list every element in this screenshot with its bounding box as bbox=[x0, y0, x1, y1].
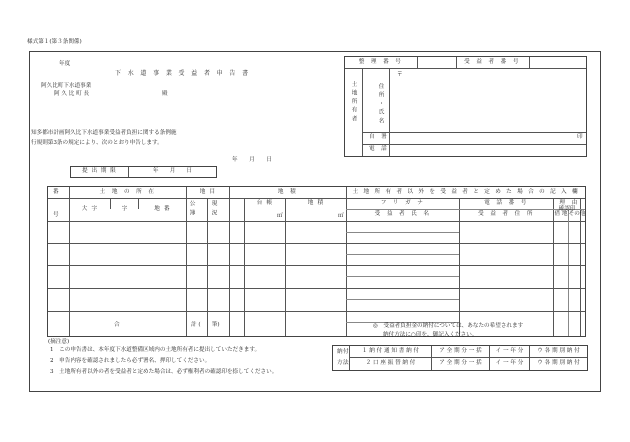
aza-head: 字 bbox=[121, 205, 128, 212]
pay-row1-year[interactable]: イ 一 年 分 bbox=[495, 347, 524, 354]
honorific: 殿 bbox=[162, 91, 168, 97]
pay-row2-year[interactable]: イ 一 年 分 bbox=[495, 360, 524, 367]
seal-label: 自 署 bbox=[369, 134, 390, 140]
furigana-head: フ リ ガ ナ bbox=[380, 199, 426, 206]
intro-line1: 知多都市計画阿久比下水道事業受益者負担に関する条例施 bbox=[31, 130, 177, 136]
col-number-head2: 号 bbox=[53, 212, 59, 218]
owner-section-head: 土 地 所 有 者 以 外 を 受 益 者 と 定 め た 場 合 の 記 入 欄 bbox=[352, 188, 580, 195]
jueki-address-head: 受 益 者 住 所 bbox=[478, 211, 535, 218]
lease-head: 借 地 bbox=[554, 211, 568, 218]
intro-line2: 行規則第3条の規定により、次のとおり申告します。 bbox=[31, 140, 163, 146]
payment-table bbox=[332, 345, 588, 371]
pay-row2-method[interactable]: ２ 口 座 振 替 納 付 bbox=[365, 360, 416, 367]
addressee-line1: 阿久比町下水道事業 bbox=[41, 83, 92, 89]
fiscal-year-label: 年度 bbox=[59, 61, 71, 67]
form-label: 様式第１(第３条関係) bbox=[27, 39, 82, 45]
notes-title: (摘注意) bbox=[48, 339, 70, 345]
unit-m2-2: ㎡ bbox=[338, 213, 344, 219]
menseki-head: 地 積 bbox=[277, 188, 299, 195]
form-title: 下 水 道 事 業 受 益 者 申 告 書 bbox=[115, 70, 251, 77]
seiri-label: 整 理 番 号 bbox=[358, 58, 404, 65]
pay-label-2: 付 bbox=[343, 349, 349, 355]
note-2: 2 申告内容を確認されましたら必ず署名、押印してください。 bbox=[50, 358, 211, 364]
deadline-box bbox=[70, 166, 217, 178]
pay-label-4: 法 bbox=[343, 360, 349, 366]
chimoku-head: 地 目 bbox=[199, 188, 217, 195]
notice-line2: 納付方法に○印を、御記入ください。 bbox=[383, 332, 478, 338]
address-label: 住所・氏名 bbox=[377, 83, 384, 126]
pay-row2-period[interactable]: ウ 各 期 別 納 付 bbox=[537, 360, 580, 367]
applicant-block bbox=[344, 56, 587, 157]
note-1: 1 この申告書は、本年度下水道整備区域内の土地所有者に提出していただきます。 bbox=[50, 347, 261, 353]
pay-row2-all[interactable]: ア 全 期 分 一 括 bbox=[439, 360, 482, 367]
pay-label-1: 納 bbox=[337, 349, 343, 355]
total-label: 合 bbox=[114, 322, 120, 328]
chiseki-head: 地 積 bbox=[307, 200, 325, 207]
deadline-label: 提 出 期 限 bbox=[82, 168, 117, 175]
total-label2: 計 ( 筆) bbox=[191, 322, 220, 328]
owner-side-label: 土地所有者 bbox=[350, 81, 357, 124]
genkyo-head: 現 況 bbox=[210, 200, 217, 216]
unit-m2-1: ㎡ bbox=[277, 213, 283, 219]
addressee-line2: 阿 久 比 町 長 bbox=[54, 91, 90, 97]
postal-mark: 〒 bbox=[397, 72, 403, 78]
daichou-head: 台 帳 bbox=[256, 200, 274, 207]
chiban-head: 地 番 bbox=[154, 205, 171, 212]
phone-head: 電 話 番 号 bbox=[484, 199, 529, 206]
deadline-value: 年 月 日 bbox=[152, 168, 193, 175]
land-table bbox=[47, 186, 586, 337]
pay-row1-all[interactable]: ア 全 期 分 一 括 bbox=[439, 347, 482, 354]
note-3: 3 土地所有者以外の者を受益者と定めた場合は、必ず権利者の確認印を捺してください。 bbox=[50, 369, 278, 375]
col-number-head: 番 bbox=[53, 189, 59, 195]
pay-row1-method[interactable]: １ 納 付 通 知 書 納 付 bbox=[361, 347, 420, 354]
koubo-head: 公 簿 bbox=[188, 200, 195, 216]
reason-head: 理 由 bbox=[559, 199, 580, 206]
stamp-label: 印 bbox=[577, 134, 583, 140]
confirm-seal-head: 確認印 bbox=[558, 205, 576, 212]
notice-line1: ◎ 受益者負担金の納付については、あなたの希望されます bbox=[373, 323, 524, 329]
date-line: 年 月 日 bbox=[232, 157, 275, 163]
land-location-head: 土 地 の 所 在 bbox=[99, 188, 157, 195]
pay-row1-period[interactable]: ウ 各 期 別 納 付 bbox=[537, 347, 580, 354]
phone-label: 電 話 bbox=[369, 146, 390, 152]
oaza-head: 大 字 bbox=[81, 205, 99, 212]
jueki-label: 受 益 者 番 号 bbox=[464, 58, 521, 65]
jueki-name-head: 受 益 者 氏 名 bbox=[374, 211, 432, 218]
other-head: その他 bbox=[568, 211, 586, 218]
pay-label-3: 方 bbox=[337, 360, 343, 366]
